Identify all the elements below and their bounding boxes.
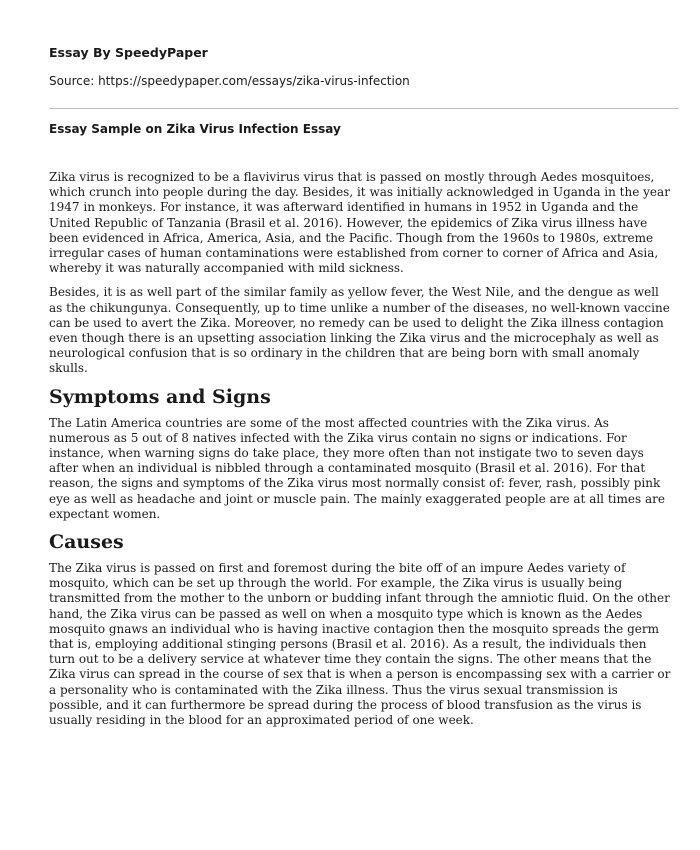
essay-title: Essay Sample on Zika Virus Infection Essay — [49, 122, 341, 136]
header-divider — [49, 108, 679, 109]
source-line: Source: https://speedypaper.com/essays/zika-virus-infection — [49, 74, 410, 88]
section-heading-causes: Causes — [49, 531, 124, 554]
intro-paragraph-1: Zika virus is recognized to be a flavivirus virus that is passed on mostly through Aedes mosquitoes, which crunch into people during the day. Besides, it was initially acknowledged in Uganda in the year 1947 in monkeys. For instance, it was afterward identified in humans in 1952 in Uganda and the United Republic of Tanzania (Brasil et al. 2016). However, the epidemics of Zika virus illness have been evidenced in Africa, America, Asia, and the Pacific. Though from the 1960s to 1980s, extreme irregular cases of human contaminations were established from corner to corner of Africa and Asia, whereby it was naturally accompanied with mild sickness. — [49, 170, 670, 276]
brand-title: Essay By SpeedyPaper — [49, 45, 208, 60]
causes-paragraph: The Zika virus is passed on first and foremost during the bite off of an impure Aedes variety of mosquito, which can be set up through the world. For example, the Zika virus is usually being transmitted from the mother to the unborn or budding infant through the amniotic fluid. On the other hand, the Zika virus can be passed as well on when a mosquito type which is known as the Aedes mosquito gnaws an individual who is having inactive contagion then the mosquito spreads the germ that is, employing additional stinging persons (Brasil et al. 2016). As a result, the individuals then turn out to be a delivery service at whatever time they contain the signs. The other means that the Zika virus can spread in the course of sex that is when a person is encompassing sex with a carrier or a personality who is contaminated with the Zika illness. Thus the virus sexual transmission is possible, and it can furthermore be spread during the process of blood transfusion as the virus is usually residing in the blood for an approximated period of one week. — [49, 561, 671, 728]
intro-paragraph-2: Besides, it is as well part of the similar family as yellow fever, the West Nile, and the dengue as well as the chikungunya. Consequently, up to time unlike a number of the diseases, no well-known vaccine can be used to avert the Zika. Moreover, no remedy can be used to delight the Zika illness contagion even though there is an upsetting association linking the Zika virus and the microcephaly as well as neurological confusion that is so ordinary in the children that are being born with small anomaly skulls. — [49, 285, 670, 376]
section-heading-symptoms: Symptoms and Signs — [49, 385, 271, 408]
document-header — [49, 45, 659, 89]
symptoms-paragraph: The Latin America countries are some of the most affected countries with the Zika virus. As numerous as 5 out of 8 natives infected with the Zika virus contain no signs or indications. For instance, when warning signs do take place, they more often than not instigate two to seven days after when an individual is nibbled through a contaminated mosquito (Brasil et al. 2016). For that reason, the signs and symptoms of the Zika virus most normally consist of: fever, rash, possibly pink eye as well as headache and joint or muscle pain. The mainly exaggerated people are at all times are expectant women. — [49, 415, 665, 521]
essay-body — [49, 170, 671, 737]
